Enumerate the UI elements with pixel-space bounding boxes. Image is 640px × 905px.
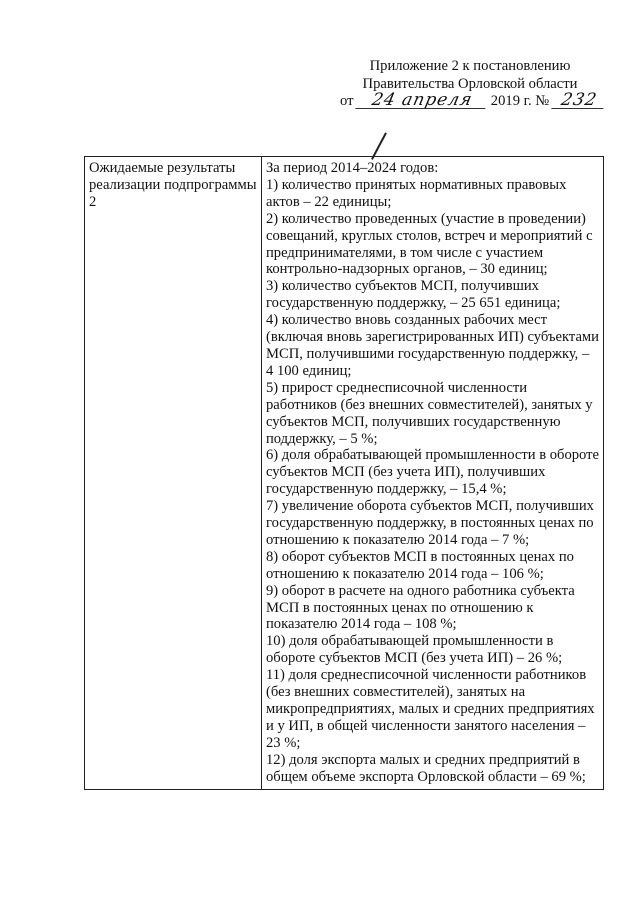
- list-item: 4) количество вновь созданных рабочих мест (включая вновь зарегистрированных ИП) субъектами МСП, получившими государственную поддержку, – 4 100 единиц;: [266, 312, 599, 379]
- document-header: [340, 58, 600, 111]
- list-item: 5) прирост среднесписочной численности работников (без внешних совместителей), занятых у субъектов МСП, получивших государственную поддержку, – 5 %;: [266, 379, 593, 447]
- list-item: 7) увеличение оборота субъектов МСП, получивших государственную поддержку, в постоянных ценах по отношению к показателю 2014 года – 7 %;: [266, 498, 594, 548]
- header-line-appendix: Приложение 2 к постановлению: [369, 58, 571, 74]
- list-item: 10) доля обрабатывающей промышленности в обороте субъектов МСП (без учета ИП) – 26 %;: [266, 633, 563, 667]
- list-item: 6) доля обрабатывающей промышленности в обороте субъектов МСП (без учета ИП), получивших государственную поддержку, – 15,4 %;: [266, 447, 600, 498]
- list-item: 1) количество принятых нормативных правовых актов – 22 единицы;: [266, 176, 567, 210]
- list-item: 3) количество субъектов МСП, получивших государственную поддержку, – 25 651 единица;: [266, 278, 561, 312]
- right-content-cell: [262, 157, 604, 790]
- list-item: 2) количество проведенных (участие в проведении) совещаний, круглых столов, встреч и мероприятий с предпринимателями, в том числе с участием контрольно-надзорных органов, – 30 единиц;: [266, 210, 593, 278]
- list-item: 9) оборот в расчете на одного работника субъекта МСП в постоянных ценах по отношению к показателю 2014 года – 108 %;: [266, 582, 575, 633]
- list-item: 8) оборот субъектов МСП в постоянных ценах по отношению к показателю 2014 года – 106 %;: [266, 548, 574, 582]
- left-label-cell: Ожидаемые результаты реализации подпрограммы 2: [85, 157, 262, 790]
- date-prefix: от: [340, 93, 354, 109]
- results-table: [84, 156, 604, 790]
- header-line-government: Правительства Орловской области: [362, 75, 578, 92]
- handwritten-date: 24 апреля: [355, 93, 488, 109]
- header-date-line: [340, 90, 600, 111]
- list-item: 11) доля среднесписочной численности работников (без внешних совместителей), занятых на микропредприятиях, малых и средних предприятиях и у ИП, в общей численности занятого населения – 23 %;: [266, 667, 595, 751]
- table-row: [85, 157, 604, 790]
- year-text: 2019 г. №: [490, 93, 550, 109]
- handwritten-number: 232: [551, 93, 606, 109]
- list-item: 12) доля экспорта малых и средних предприятий в общем объеме экспорта Орловской области – 69 %;: [266, 751, 586, 785]
- period-heading: За период 2014–2024 годов:: [266, 160, 439, 176]
